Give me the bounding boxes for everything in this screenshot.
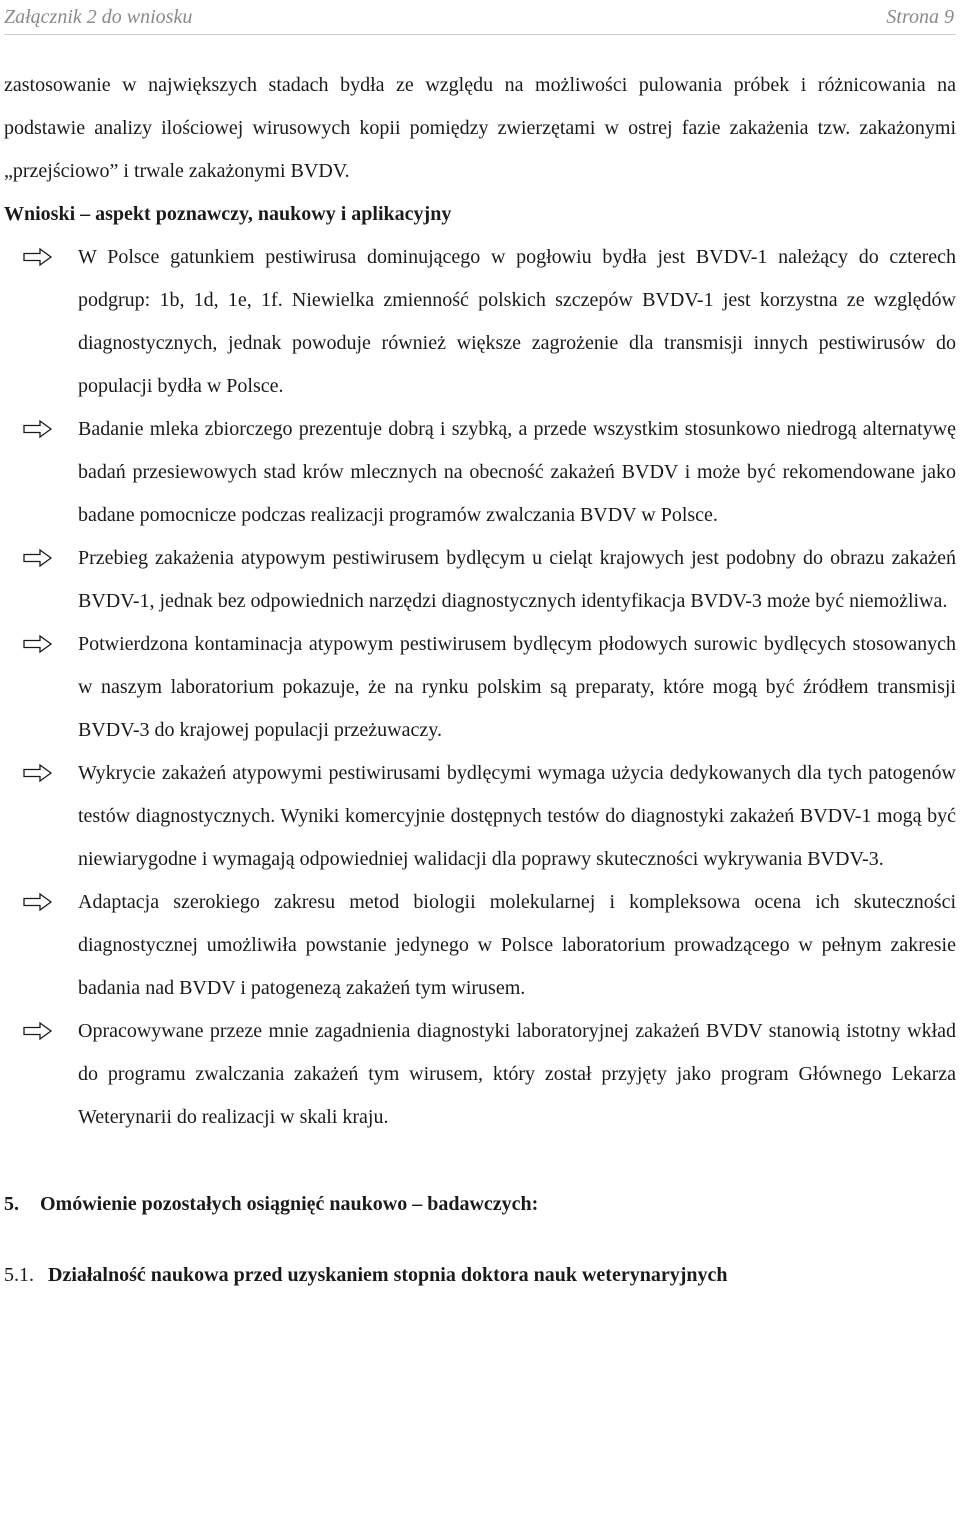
conclusion-item [4, 623, 956, 752]
section-5-1-title: Działalność naukowa przed uzyskaniem stopnia doktora nauk weterynaryjnych [48, 1264, 728, 1286]
outline-right-arrow-icon [4, 419, 62, 439]
conclusion-item [4, 537, 956, 623]
conclusions-list [4, 236, 956, 1139]
outline-right-arrow-icon [4, 763, 62, 783]
conclusion-text: Adaptacja szerokiego zakresu metod biologii molekularnej i kompleksowa ocena ich skuteczności diagnostycznej umożliwiła powstanie jedynego w Polsce laboratorium prowadzącego w pełnym zakresie badania nad BVDV i patogenezą zakażeń tym wirusem. [78, 891, 956, 999]
intro-paragraph: zastosowanie w największych stadach bydła ze względu na możliwości pulowania próbek i różnicowania na podstawie analizy ilościowej wirusowych kopii pomiędzy zwierzętami w ostrej fazie zakażenia tzw. zakażonymi „przejściowo” i trwale zakażonymi BVDV. [4, 74, 956, 182]
conclusions-heading: Wnioski – aspekt poznawczy, naukowy i aplikacyjny [4, 203, 452, 225]
section-5-heading [4, 1183, 956, 1226]
document-body [4, 64, 956, 1297]
conclusion-text: W Polsce gatunkiem pestiwirusa dominującego w pogłowiu bydła jest BVDV-1 należący do czterech podgrup: 1b, 1d, 1e, 1f. Niewielka zmienność polskich szczepów BVDV-1 jest korzystna ze względów diagnostycznych, jednak powoduje również większe zagrożenie dla transmisji innych pestiwirusów do populacji bydła w Polsce. [78, 246, 956, 397]
conclusion-text: Badanie mleka zbiorczego prezentuje dobrą i szybką, a przede wszystkim stosunkowo niedrogą alternatywę badań przesiewowych stad krów mlecznych na obecność zakażeń BVDV i może być rekomendowane jako badane pomocnicze podczas realizacji programów zwalczania BVDV w Polsce. [78, 418, 956, 526]
conclusion-text: Potwierdzona kontaminacja atypowym pestiwirusem bydlęcym płodowych surowic bydlęcych stosowanych w naszym laboratorium pokazuje, że na rynku polskim są preparaty, które mogą być źródłem transmisji BVDV-3 do krajowej populacji przeżuwaczy. [78, 633, 956, 741]
page-header [4, 0, 956, 35]
outline-right-arrow-icon [4, 634, 62, 654]
section-5-1-number: 5.1. [4, 1264, 34, 1286]
conclusion-text: Opracowywane przeze mnie zagadnienia diagnostyki laboratoryjnej zakażeń BVDV stanowią istotny wkład do programu zwalczania zakażeń tym wirusem, który został przyjęty jako program Głównego Lekarza Weterynarii do realizacji w skali kraju. [78, 1020, 956, 1128]
outline-right-arrow-icon [4, 892, 62, 912]
section-5-number: 5. [4, 1193, 19, 1215]
section-5-1-heading [4, 1254, 956, 1297]
attachment-label: Załącznik 2 do wniosku [4, 5, 193, 28]
conclusion-item [4, 408, 956, 537]
section-5-title: Omówienie pozostałych osiągnięć naukowo – badawczych: [40, 1193, 539, 1215]
conclusion-text: Wykrycie zakażeń atypowymi pestiwirusami bydlęcymi wymaga użycia dedykowanych dla tych patogenów testów diagnostycznych. Wyniki komercyjnie dostępnych testów do diagnostyki zakażeń BVDV-1 mogą być niewiarygodne i wymagają odpowiedniej walidacji dla poprawy skuteczności wykrywania BVDV-3. [78, 762, 956, 870]
outline-right-arrow-icon [4, 247, 62, 267]
conclusion-item [4, 752, 956, 881]
conclusion-item [4, 1010, 956, 1139]
conclusion-item [4, 236, 956, 408]
outline-right-arrow-icon [4, 548, 62, 568]
conclusion-item [4, 881, 956, 1010]
conclusion-text: Przebieg zakażenia atypowym pestiwirusem bydlęcym u cieląt krajowych jest podobny do obrazu zakażeń BVDV-1, jednak bez odpowiednich narzędzi diagnostycznych identyfikacja BVDV-3 może być niemożliwa. [78, 547, 956, 612]
outline-right-arrow-icon [4, 1021, 62, 1041]
page-number: Strona 9 [886, 5, 954, 28]
